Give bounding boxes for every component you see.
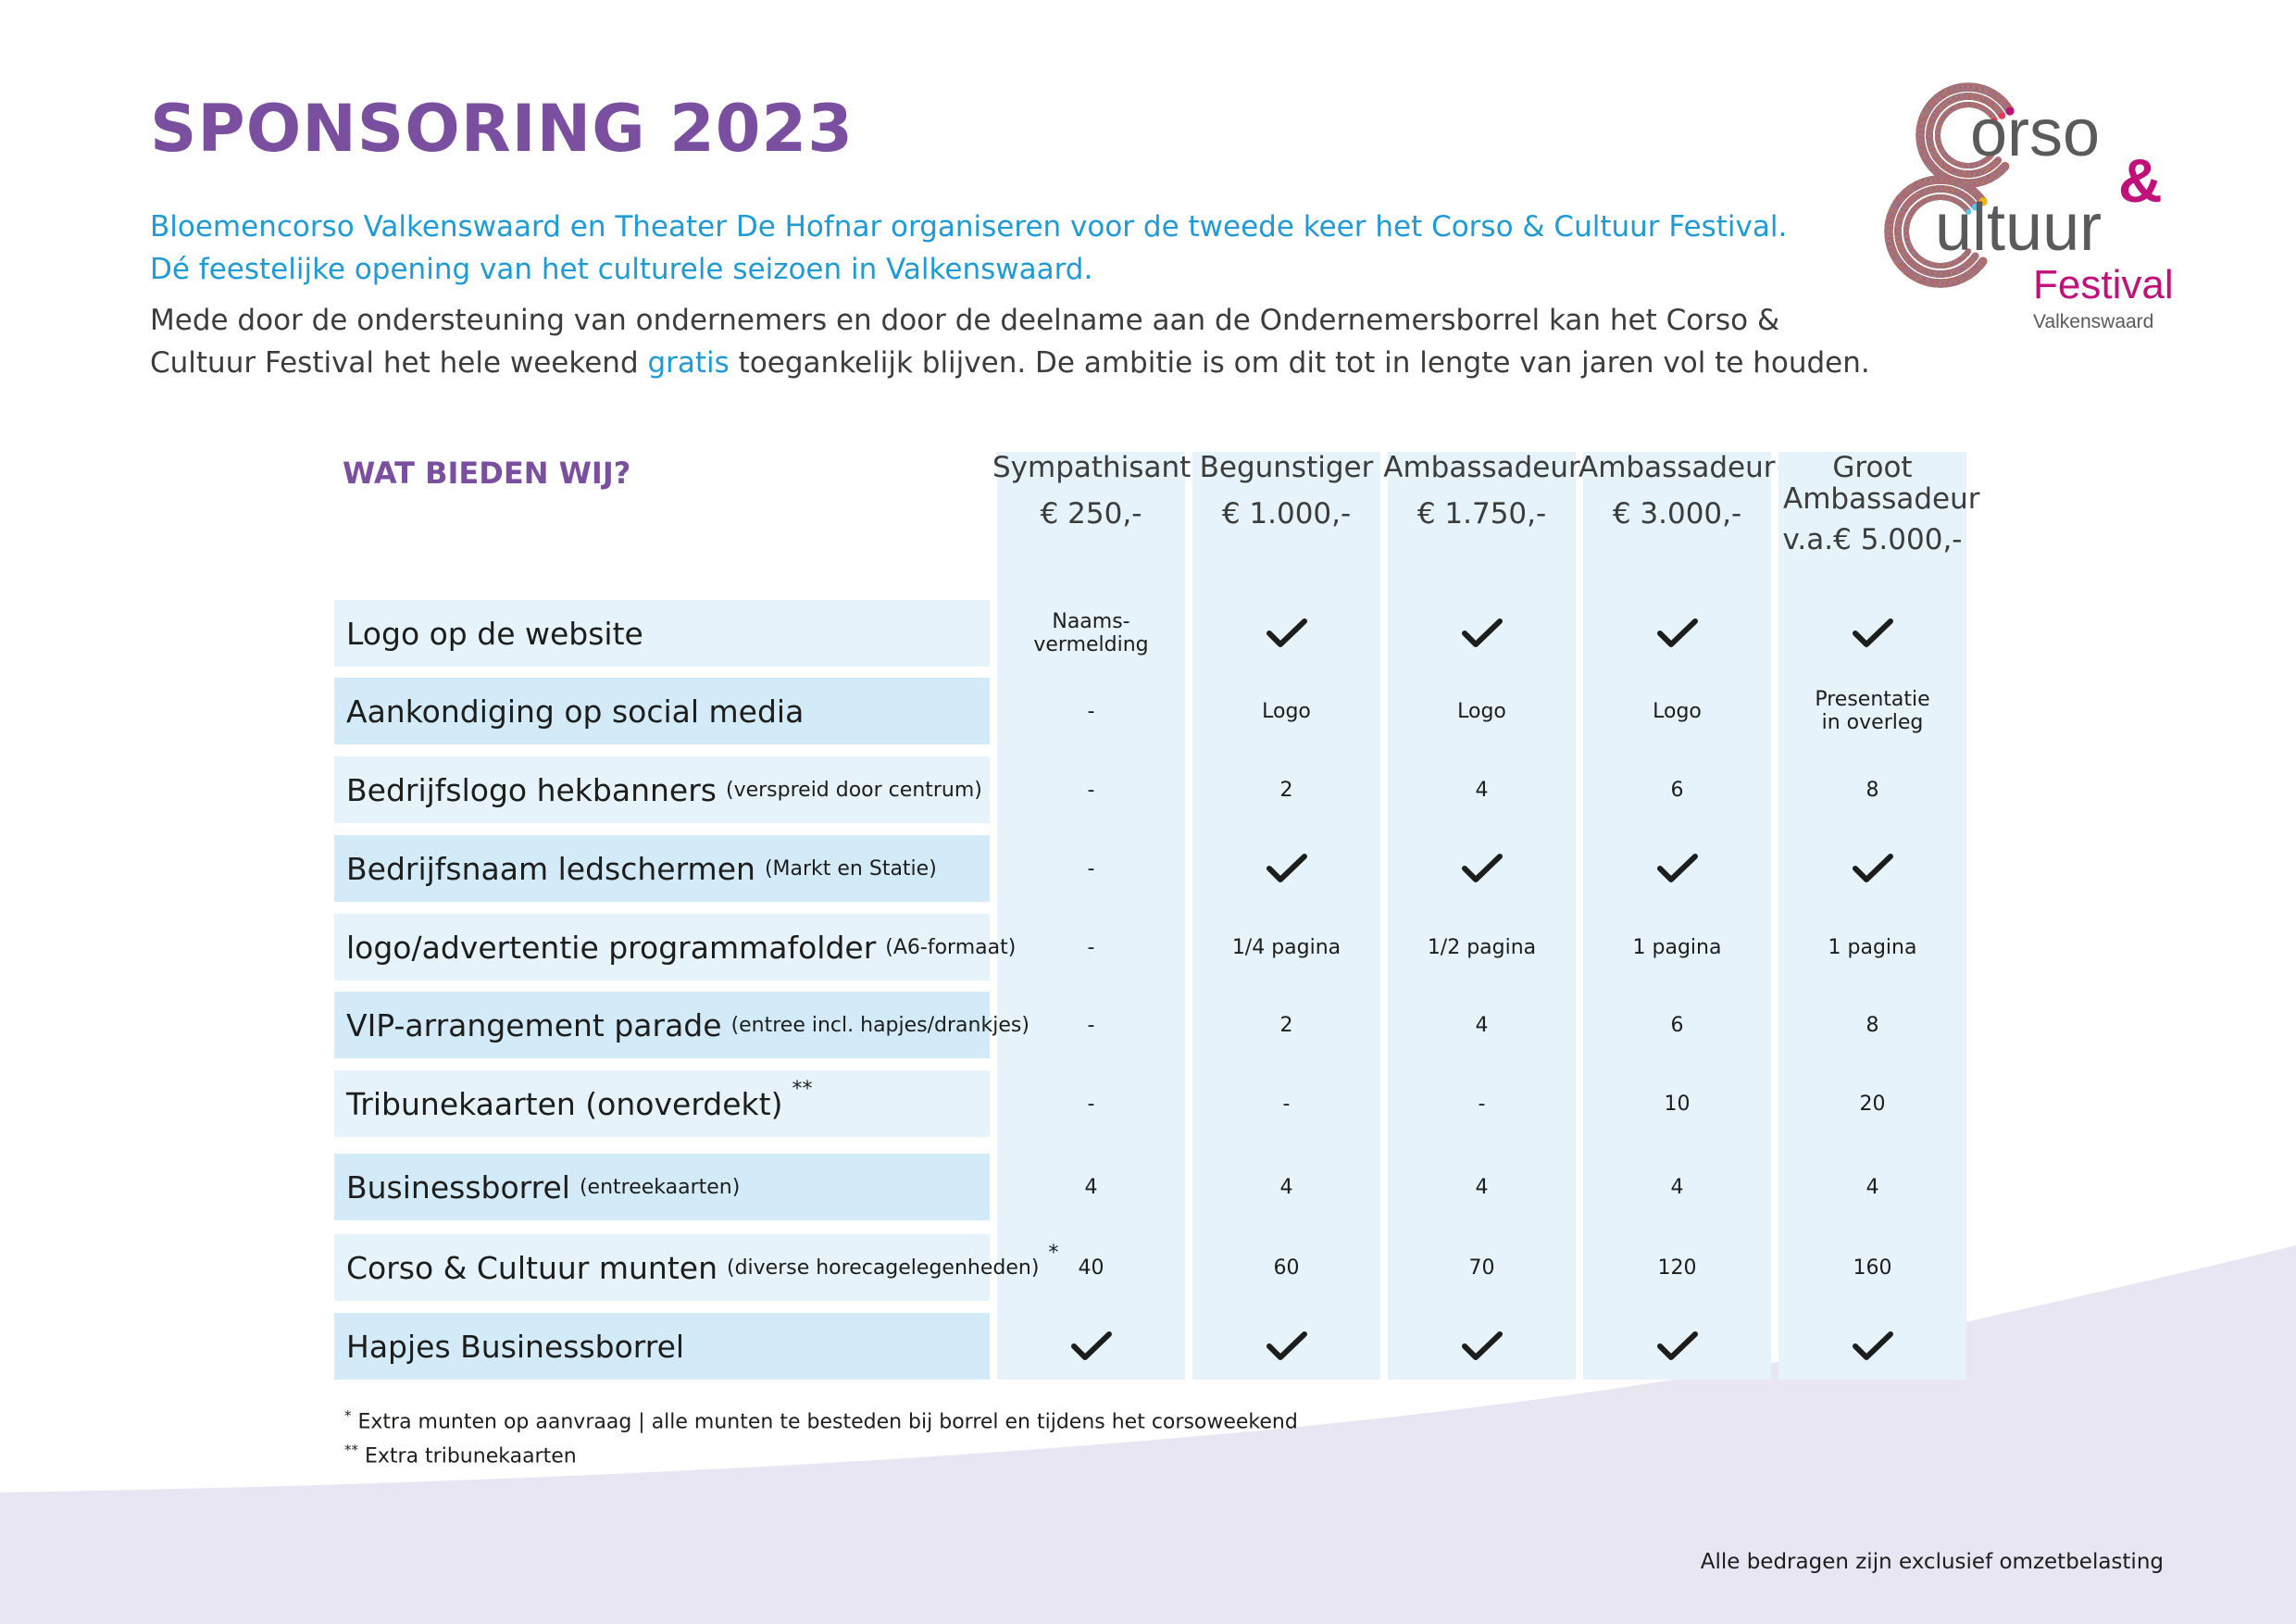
intro-line-4-start: Cultuur Festival het hele weekend (150, 346, 648, 380)
intro-line-3: Mede door de ondersteuning van ondernemers en door de deelname aan de Ondernemersborrel kan het Corso & (150, 304, 1780, 337)
intro-line-4 (150, 342, 1870, 384)
festival-logo-graphic (1879, 81, 2176, 341)
gratis-highlight: gratis (647, 346, 730, 380)
intro-highlight (150, 206, 1787, 291)
page-title: SPONSORING 2023 (150, 91, 854, 167)
intro-line-2: Dé feestelijke opening van het culturele seizoen in Valkenswaard. (150, 253, 1093, 286)
festival-logo (1879, 81, 2176, 341)
intro-body (150, 299, 1870, 384)
intro-line-1: Bloemencorso Valkenswaard en Theater De Hofnar organiseren voor de tweede keer het Corso & Cultuur Festival. (150, 210, 1788, 244)
intro-line-4-end: toegankelijk blijven. De ambitie is om dit tot in lengte van jaren vol te houden. (729, 346, 1870, 380)
